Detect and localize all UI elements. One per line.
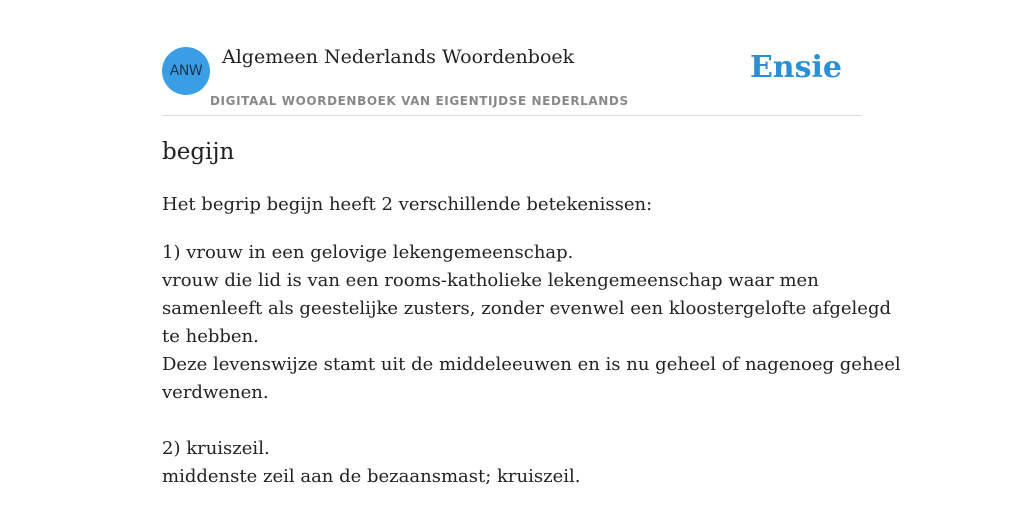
meaning-separator xyxy=(162,407,862,435)
meaning-1 xyxy=(162,239,901,407)
meaning-title: 1) vrouw in een gelovige lekengemeenschap. xyxy=(162,242,574,263)
entry-intro: Het begrip begijn heeft 2 verschillende betekenissen: xyxy=(162,194,653,215)
site-header xyxy=(162,0,862,116)
meaning-line: middenste zeil aan de bezaansmast; kruiszeil. xyxy=(162,466,581,487)
meaning-title: 2) kruiszeil. xyxy=(162,438,270,459)
meaning-line: vrouw die lid is van een rooms-katholieke lekengemeenschap waar men xyxy=(162,270,819,291)
anw-logo[interactable] xyxy=(162,47,210,95)
meanings-list xyxy=(162,239,901,491)
meaning-line: verdwenen. xyxy=(162,382,269,403)
ensie-brand-logo[interactable]: Ensie xyxy=(749,50,842,85)
entry-headword: begijn xyxy=(162,139,235,165)
meaning-line: te hebben. xyxy=(162,326,259,347)
anw-logo-text: ANW xyxy=(169,63,203,79)
page-container xyxy=(162,0,901,512)
meaning-2 xyxy=(162,435,862,491)
meaning-line: Deze levenswijze stamt uit de middeleeuwen en is nu geheel of nagenoeg geheel xyxy=(162,354,901,375)
site-title[interactable]: Algemeen Nederlands Woordenboek xyxy=(222,46,575,68)
site-subtitle: DIGITAAL WOORDENBOEK VAN EIGENTIJDSE NEDERLANDS xyxy=(210,94,629,108)
meaning-line: samenleeft als geestelijke zusters, zonder evenwel een kloostergelofte afgelegd xyxy=(162,298,891,319)
